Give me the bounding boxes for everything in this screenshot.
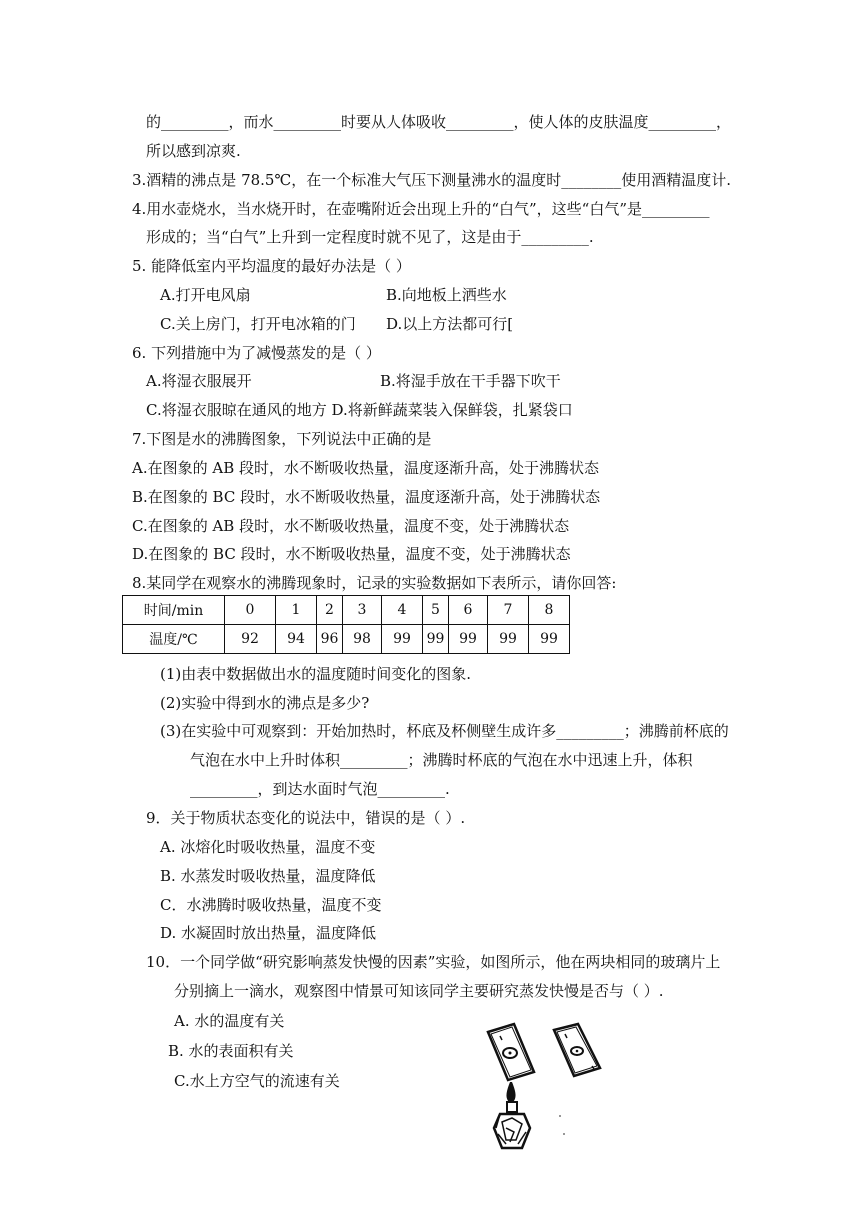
glass-slide-right bbox=[554, 1024, 600, 1076]
sub-question-1: (1)由表中数据做出水的温度随时间变化的图象. bbox=[160, 665, 472, 683]
question-10: 10．一个同学做“研究影响蒸发快慢的因素”实验，如图所示，他在两块相同的玻璃片上 bbox=[146, 953, 721, 971]
table-cell: 99 bbox=[488, 625, 529, 654]
question-6: 6. 下列措施中为了减慢蒸发的是（ ） bbox=[132, 344, 381, 362]
table-cell: 99 bbox=[529, 625, 570, 654]
option-b: B. 水的表面积有关 bbox=[168, 1042, 294, 1060]
sub-question-2: (2)实验中得到水的沸点是多少? bbox=[160, 694, 370, 712]
option-c: C．水沸腾时吸收热量，温度不变 bbox=[160, 896, 382, 914]
alcohol-lamp-icon bbox=[494, 1082, 530, 1148]
table-cell: 99 bbox=[449, 625, 488, 654]
option-c: C.关上房门，打开电冰箱的门 bbox=[160, 315, 356, 333]
question-9: 9．关于物质状态变化的说法中，错误的是（ ）. bbox=[146, 809, 466, 827]
option-a: A. 冰熔化时吸收热量，温度不变 bbox=[160, 838, 376, 856]
table-header-time: 时间/min bbox=[123, 596, 225, 625]
option-a: A.将湿衣服展开 bbox=[146, 372, 252, 390]
option-d: D. 水凝固时放出热量，温度降低 bbox=[160, 924, 377, 942]
question-8: 8.某同学在观察水的沸腾现象时，记录的实验数据如下表所示，请你回答: bbox=[132, 574, 617, 592]
text-line: _________，到达水面时气泡_________. bbox=[190, 780, 450, 798]
option-b: B. 水蒸发时吸收热量，温度降低 bbox=[160, 867, 376, 885]
evaporation-experiment-figure bbox=[476, 1022, 616, 1152]
option-b: B.将湿手放在干手器下吹干 bbox=[380, 372, 561, 390]
text-line: 的_________，而水_________时要从人体吸收_________，使人体的皮肤温度_________， bbox=[146, 113, 732, 131]
option-b: B.向地板上洒些水 bbox=[386, 286, 507, 304]
text-line: 分别摘上一滴水，观察图中情景可知该同学主要研究蒸发快慢是否与（ ）. bbox=[174, 982, 664, 1000]
table-header-temp: 温度/℃ bbox=[123, 625, 225, 654]
table-cell: 0 bbox=[225, 596, 276, 625]
question-5: 5. 能降低室内平均温度的最好办法是（ ） bbox=[132, 257, 411, 275]
speck bbox=[559, 1115, 561, 1117]
table-cell: 7 bbox=[488, 596, 529, 625]
option-c: C.在图象的 AB 段时，水不断吸收热量，温度不变，处于沸腾状态 bbox=[132, 517, 570, 535]
table-cell: 4 bbox=[382, 596, 423, 625]
option-d: D.在图象的 BC 段时，水不断吸收热量，温度不变，处于沸腾状态 bbox=[132, 545, 571, 563]
question-3: 3.酒精的沸点是 78.5℃，在一个标准大气压下测量沸水的温度时________使用酒精温度计. bbox=[132, 171, 732, 189]
table-cell: 99 bbox=[382, 625, 423, 654]
table-cell: 98 bbox=[343, 625, 382, 654]
question-7: 7.下图是水的沸腾图象，下列说法中正确的是 bbox=[132, 430, 432, 448]
glass-slide-left bbox=[488, 1024, 534, 1080]
speck bbox=[563, 1133, 565, 1135]
table-row bbox=[123, 596, 570, 625]
table-cell: 6 bbox=[449, 596, 488, 625]
table-cell: 99 bbox=[423, 625, 449, 654]
table-cell: 2 bbox=[317, 596, 343, 625]
text-line: 形成的；当“白气”上升到一定程度时就不见了，这是由于_________. bbox=[146, 228, 594, 246]
option-a: A.打开电风扇 bbox=[160, 286, 251, 304]
sub-question-3: (3)在实验中可观察到：开始加热时，杯底及杯侧壁生成许多_________；沸腾前杯底的 bbox=[160, 722, 729, 740]
option-d: D.以上方法都可行[ bbox=[386, 315, 514, 333]
data-table bbox=[122, 595, 570, 654]
option-b: B.在图象的 BC 段时，水不断吸收热量，温度逐渐升高，处于沸腾状态 bbox=[132, 488, 601, 506]
text-line: 所以感到凉爽. bbox=[146, 142, 241, 160]
question-4: 4.用水壶烧水，当水烧开时，在壶嘴附近会出现上升的“白气”，这些“白气”是_________ bbox=[132, 200, 710, 218]
option-c: C.水上方空气的流速有关 bbox=[174, 1072, 340, 1090]
table-cell: 1 bbox=[276, 596, 317, 625]
table-cell: 94 bbox=[276, 625, 317, 654]
table-cell: 96 bbox=[317, 625, 343, 654]
table-cell: 3 bbox=[343, 596, 382, 625]
table-cell: 5 bbox=[423, 596, 449, 625]
text-line: 气泡在水中上升时体积_________；沸腾时杯底的气泡在水中迅速上升，体积 bbox=[190, 751, 693, 769]
option-a: A.在图象的 AB 段时，水不断吸收热量，温度逐渐升高，处于沸腾状态 bbox=[132, 459, 599, 477]
table-row bbox=[123, 625, 570, 654]
option-c-d: C.将湿衣服晾在通风的地方 D.将新鲜蔬菜装入保鲜袋，扎紧袋口 bbox=[146, 401, 573, 419]
option-a: A. 水的温度有关 bbox=[174, 1012, 285, 1030]
table-cell: 92 bbox=[225, 625, 276, 654]
table-cell: 8 bbox=[529, 596, 570, 625]
